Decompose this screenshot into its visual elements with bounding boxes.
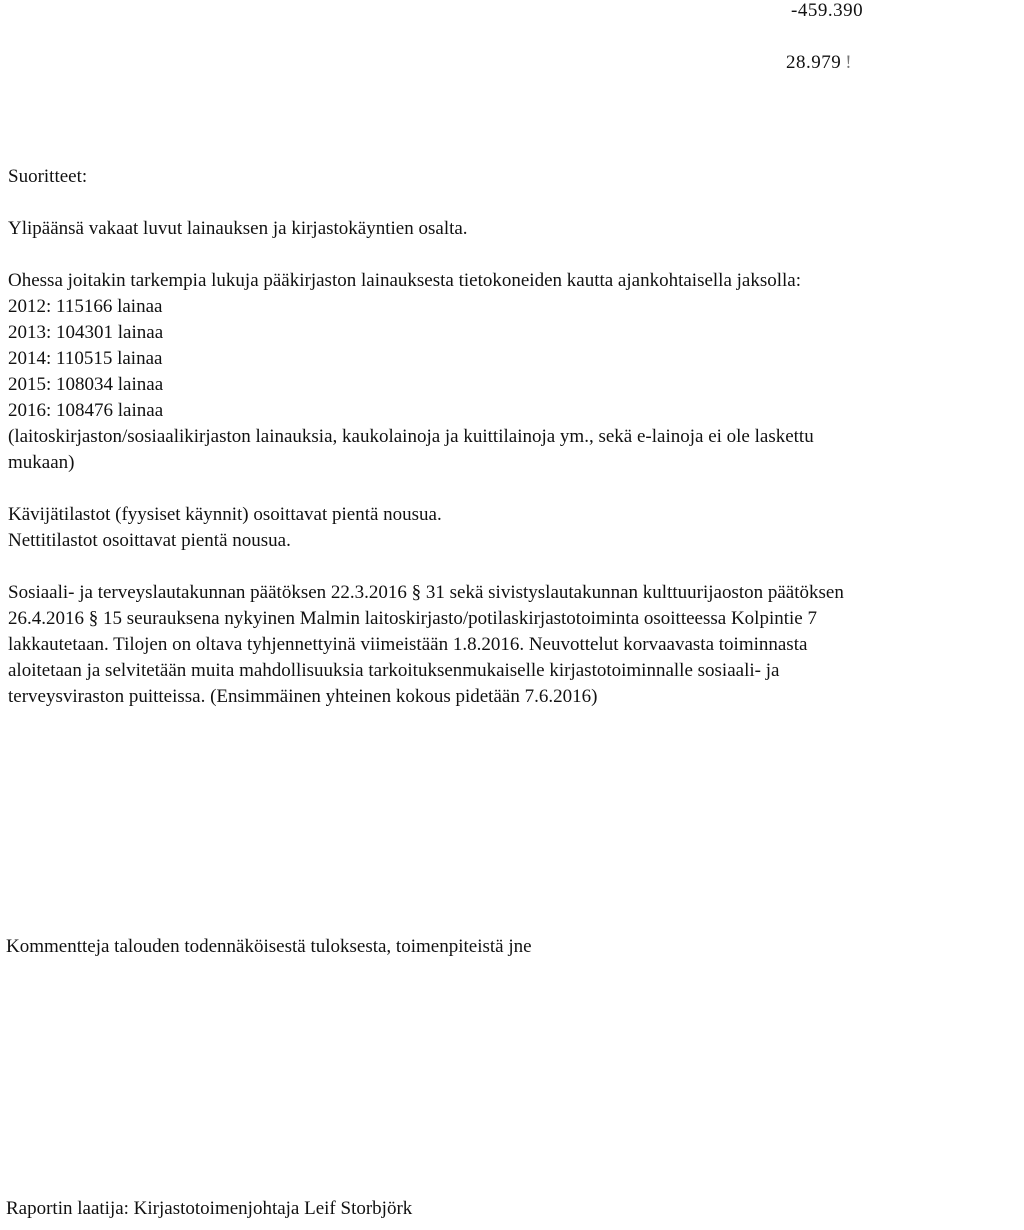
loans-section [8,268,814,476]
loans-note-line: mukaan) [8,452,75,473]
decision-paragraph [8,580,844,710]
figure-value-2 [786,52,852,74]
visitor-stats [8,502,442,554]
decision-line: terveysviraston puitteissa. (Ensimmäinen yhteinen kokous pidetään 7.6.2016) [8,686,598,707]
loan-year-line: 2014: 110515 lainaa [8,348,163,369]
loans-note-line: (laitoskirjaston/sosiaalikirjaston lainauksia, kaukolainoja ja kuittilainoja ym., sekä e-lainoja ei ole laskettu [8,426,814,447]
figure-value-2-mark: ! [845,52,853,73]
report-author: Raportin laatija: Kirjastotoimenjohtaja Leif Storbjörk [6,1198,413,1219]
visitor-stats-physical: Kävijätilastot (fyysiset käynnit) osoittavat pientä nousua. [8,504,442,525]
loan-year-line: 2015: 108034 lainaa [8,374,164,395]
summary-text: Ylipäänsä vakaat luvut lainauksen ja kirjastokäyntien osalta. [8,218,468,239]
figure-value-2-number: 28.979 [786,52,842,73]
decision-line: aloitetaan ja selvitetään muita mahdollisuuksia tarkoituksenmukaiselle kirjastotoiminnalle sosiaali- ja [8,660,780,681]
loans-intro: Ohessa joitakin tarkempia lukuja pääkirjaston lainauksesta tietokoneiden kautta ajankohtaisella jaksolla: [8,270,802,291]
loan-year-line: 2016: 108476 lainaa [8,400,164,421]
comments-heading: Kommentteja talouden todennäköisestä tuloksesta, toimenpiteistä jne [6,936,532,957]
loan-year-line: 2013: 104301 lainaa [8,322,164,343]
section-heading: Suoritteet: [8,166,88,187]
decision-line: lakkautetaan. Tilojen on oltava tyhjennettyinä viimeistään 1.8.2016. Neuvottelut korvaavasta toiminnasta [8,634,808,655]
decision-line: Sosiaali- ja terveyslautakunnan päätöksen 22.3.2016 § 31 sekä sivistyslautakunnan kulttuurijaoston päätöksen [8,582,844,603]
decision-line: 26.4.2016 § 15 seurauksena nykyinen Malmin laitoskirjasto/potilaskirjastotoiminta osoitteessa Kolpintie 7 [8,608,817,629]
loan-year-line: 2012: 115166 lainaa [8,296,163,317]
figure-value-1: -459.390 [791,0,864,21]
visitor-stats-online: Nettitilastot osoittavat pientä nousua. [8,530,291,551]
